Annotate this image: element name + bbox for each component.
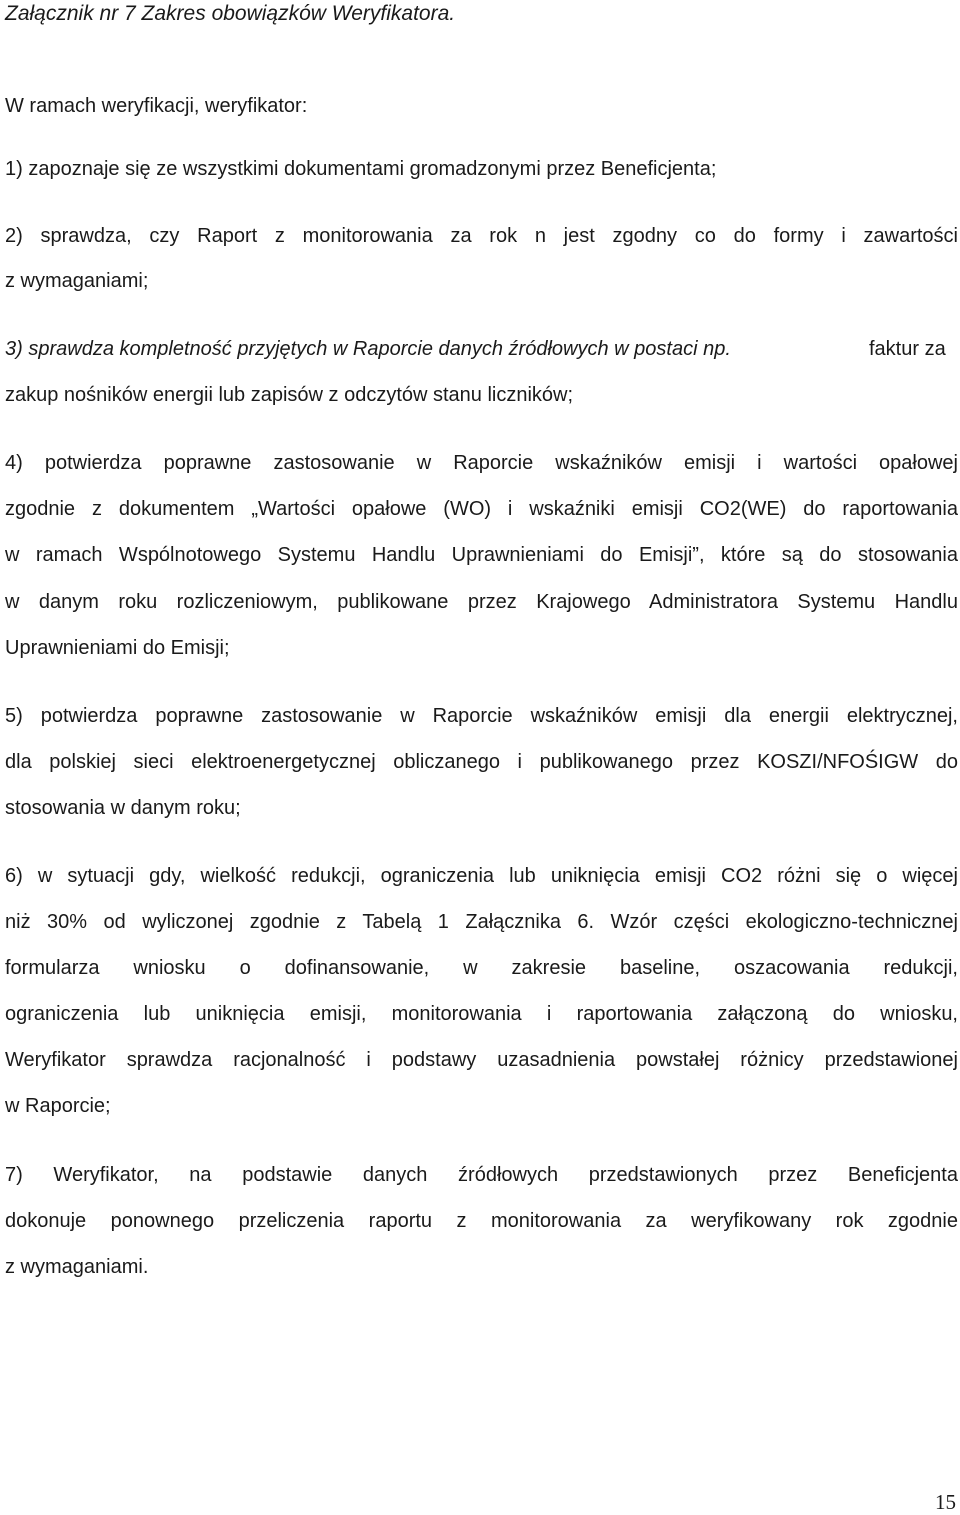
item-6-line-3: formularza wniosku o dofinansowanie, w zakresie baseline, oszacowania redukcji, — [5, 957, 958, 979]
item-4-line-5: Uprawnieniami do Emisji; — [5, 637, 230, 659]
item-4-line-4: w danym roku rozliczeniowym, publikowane przez Krajowego Administratora Systemu Handlu — [5, 591, 958, 613]
item-4-line-2: zgodnie z dokumentem „Wartości opałowe (WO) i wskaźniki emisji CO2(WE) do raportowania — [5, 498, 958, 520]
item-6-line-2: niż 30% od wyliczonej zgodnie z Tabelą 1 Załącznika 6. Wzór części ekologiczno-technicznej — [5, 911, 958, 933]
item-5-line-3: stosowania w danym roku; — [5, 797, 241, 819]
item-6-line-4: ograniczenia lub uniknięcia emisji, monitorowania i raportowania załączoną do wniosku, — [5, 1003, 958, 1025]
item-6-line-1: 6) w sytuacji gdy, wielkość redukcji, ograniczenia lub uniknięcia emisji CO2 różni się o więcej — [5, 865, 958, 887]
item-3-line-1-tail: faktur za — [869, 338, 946, 360]
item-5-line-1: 5) potwierdza poprawne zastosowanie w Raporcie wskaźników emisji dla energii elektrycznej, — [5, 705, 958, 727]
intro-line: W ramach weryfikacji, weryfikator: — [5, 95, 308, 117]
item-2-line-2: z wymaganiami; — [5, 270, 149, 292]
page-number: 15 — [935, 1490, 956, 1514]
item-7-line-2: dokonuje ponownego przeliczenia raportu z monitorowania za weryfikowany rok zgodnie — [5, 1210, 958, 1232]
item-3-line-2: zakup nośników energii lub zapisów z odczytów stanu liczników; — [5, 384, 574, 406]
item-4-line-1: 4) potwierdza poprawne zastosowanie w Raporcie wskaźników emisji i wartości opałowej — [5, 452, 958, 474]
item-1-line-1: 1) zapoznaje się ze wszystkimi dokumentami gromadzonymi przez Beneficjenta; — [5, 158, 717, 180]
item-7-line-3: z wymaganiami. — [5, 1256, 149, 1278]
item-6-line-5: Weryfikator sprawdza racjonalność i podstawy uzasadnienia powstałej różnicy przedstawionej — [5, 1049, 958, 1071]
item-3-line-1: 3) sprawdza kompletność przyjętych w Raporcie danych źródłowych w postaci np. — [5, 338, 731, 360]
item-7-line-1: 7) Weryfikator, na podstawie danych źródłowych przedstawionych przez Beneficjenta — [5, 1164, 958, 1186]
item-6-line-6: w Raporcie; — [5, 1095, 111, 1117]
item-5-line-2: dla polskiej sieci elektroenergetycznej obliczanego i publikowanego przez KOSZI/NFOŚIGW do — [5, 751, 958, 773]
page-title: Załącznik nr 7 Zakres obowiązków Weryfikatora. — [5, 2, 456, 25]
item-2-line-1: 2) sprawdza, czy Raport z monitorowania za rok n jest zgodny co do formy i zawartości — [5, 225, 958, 247]
item-4-line-3: w ramach Wspólnotowego Systemu Handlu Uprawnieniami do Emisji”, które są do stosowania — [5, 544, 958, 566]
